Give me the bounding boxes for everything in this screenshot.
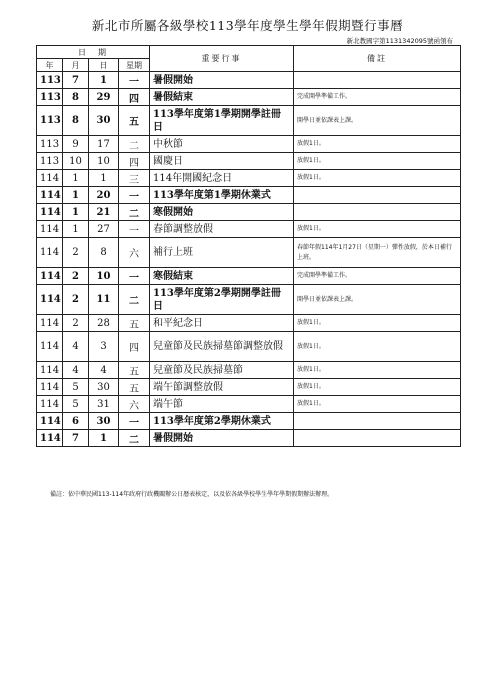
- cell-month: 7: [63, 430, 89, 447]
- table-row: [37, 430, 461, 447]
- cell-year: 114: [37, 221, 63, 238]
- cell-note: 放假1日。: [294, 315, 461, 332]
- cell-weekday: 四: [119, 153, 150, 170]
- page-title: 新北市所屬各級學校113學年度學生學年假期暨行事曆: [91, 18, 404, 33]
- cell-event: 114年開國紀念日: [150, 170, 294, 187]
- table-row: [37, 89, 461, 106]
- cell-day: 10: [89, 153, 119, 170]
- table-row: [37, 106, 461, 136]
- cell-event: 暑假開始: [150, 72, 294, 89]
- cell-note: [294, 204, 461, 221]
- cell-weekday: 二: [119, 136, 150, 153]
- cell-month: 7: [63, 72, 89, 89]
- cell-note: 放假1日。: [294, 136, 461, 153]
- cell-month: 4: [63, 332, 89, 362]
- cell-month: 6: [63, 413, 89, 430]
- cell-year: 113: [37, 106, 63, 136]
- header-event: 重要行事: [150, 46, 294, 72]
- calendar-table: [36, 45, 461, 447]
- table-row: [37, 204, 461, 221]
- header-date: 日 期: [37, 46, 150, 59]
- cell-event: 暑假結束: [150, 89, 294, 106]
- cell-event: 補行上班: [150, 238, 294, 268]
- cell-event: 和平紀念日: [150, 315, 294, 332]
- cell-day: 11: [89, 285, 119, 315]
- cell-weekday: 六: [119, 238, 150, 268]
- cell-year: 113: [37, 153, 63, 170]
- table-row: [37, 396, 461, 413]
- cell-month: 1: [63, 170, 89, 187]
- table-row: [37, 379, 461, 396]
- cell-note: [294, 72, 461, 89]
- cell-year: 114: [37, 268, 63, 285]
- cell-day: 30: [89, 106, 119, 136]
- cell-note: [294, 430, 461, 447]
- cell-year: 114: [37, 413, 63, 430]
- cell-year: 114: [37, 430, 63, 447]
- table-row: [37, 187, 461, 204]
- cell-day: 10: [89, 268, 119, 285]
- cell-day: 29: [89, 89, 119, 106]
- cell-weekday: 三: [119, 170, 150, 187]
- cell-month: 9: [63, 136, 89, 153]
- table-row: [37, 153, 461, 170]
- header-weekday: 星期: [119, 59, 150, 72]
- cell-weekday: 一: [119, 72, 150, 89]
- cell-day: 30: [89, 379, 119, 396]
- cell-month: 1: [63, 204, 89, 221]
- cell-year: 114: [37, 204, 63, 221]
- table-row: [37, 136, 461, 153]
- table-row: [37, 285, 461, 315]
- cell-month: 8: [63, 89, 89, 106]
- cell-weekday: 一: [119, 221, 150, 238]
- cell-event: 端午節調整放假: [150, 379, 294, 396]
- cell-month: 5: [63, 379, 89, 396]
- cell-weekday: 二: [119, 285, 150, 315]
- cell-note: 放假1日。: [294, 153, 461, 170]
- cell-note: 完成開學準備工作。: [294, 89, 461, 106]
- cell-note: 開學日並依課表上課。: [294, 285, 461, 315]
- cell-day: 20: [89, 187, 119, 204]
- cell-event: 暑假開始: [150, 430, 294, 447]
- cell-year: 114: [37, 396, 63, 413]
- header-month: 月: [63, 59, 89, 72]
- cell-year: 114: [37, 379, 63, 396]
- cell-year: 114: [37, 238, 63, 268]
- cell-note: 放假1日。: [294, 379, 461, 396]
- table-row: [37, 362, 461, 379]
- cell-note: 開學日並依課表上課。: [294, 106, 461, 136]
- cell-day: 31: [89, 396, 119, 413]
- cell-weekday: 四: [119, 89, 150, 106]
- cell-note: 放假1日。: [294, 170, 461, 187]
- cell-day: 27: [89, 221, 119, 238]
- cell-note: 春節年假114年1月27日（星期一）彈性放假，於本日補行上班。: [294, 238, 461, 268]
- header-notes: 備註: [294, 46, 461, 72]
- cell-month: 2: [63, 268, 89, 285]
- cell-day: 30: [89, 413, 119, 430]
- cell-day: 28: [89, 315, 119, 332]
- cell-year: 114: [37, 285, 63, 315]
- cell-month: 2: [63, 285, 89, 315]
- table-row: [37, 72, 461, 89]
- cell-weekday: 五: [119, 379, 150, 396]
- cell-event: 113學年度第1學期開學註冊日: [150, 106, 294, 136]
- cell-day: 4: [89, 362, 119, 379]
- cell-day: 1: [89, 170, 119, 187]
- cell-note: 放假1日。: [294, 396, 461, 413]
- cell-year: 113: [37, 89, 63, 106]
- cell-month: 2: [63, 238, 89, 268]
- cell-event: 113學年度第2學期休業式: [150, 413, 294, 430]
- cell-month: 1: [63, 221, 89, 238]
- cell-month: 4: [63, 362, 89, 379]
- cell-weekday: 二: [119, 204, 150, 221]
- table-row: [37, 238, 461, 268]
- cell-note: [294, 187, 461, 204]
- cell-note: 完成開學準備工作。: [294, 268, 461, 285]
- table-row: [37, 170, 461, 187]
- table-header-row: [37, 46, 461, 59]
- cell-event: 兒童節及民族掃墓節調整放假: [150, 332, 294, 362]
- cell-month: 10: [63, 153, 89, 170]
- cell-year: 113: [37, 72, 63, 89]
- cell-weekday: 五: [119, 315, 150, 332]
- cell-event: 端午節: [150, 396, 294, 413]
- cell-weekday: 五: [119, 106, 150, 136]
- cell-month: 2: [63, 315, 89, 332]
- cell-year: 113: [37, 136, 63, 153]
- cell-day: 21: [89, 204, 119, 221]
- cell-weekday: 六: [119, 396, 150, 413]
- cell-event: 寒假開始: [150, 204, 294, 221]
- header-year: 年: [37, 59, 63, 72]
- cell-weekday: 五: [119, 362, 150, 379]
- cell-day: 17: [89, 136, 119, 153]
- cell-weekday: 一: [119, 187, 150, 204]
- cell-event: 兒童節及民族掃墓節: [150, 362, 294, 379]
- cell-event: 113學年度第1學期休業式: [150, 187, 294, 204]
- cell-event: 寒假結束: [150, 268, 294, 285]
- cell-year: 114: [37, 170, 63, 187]
- table-row: [37, 268, 461, 285]
- document-number: 新北教國字第1131342095號函領布: [346, 37, 453, 45]
- table-row: [37, 332, 461, 362]
- cell-event: 國慶日: [150, 153, 294, 170]
- cell-month: 8: [63, 106, 89, 136]
- cell-day: 1: [89, 430, 119, 447]
- cell-year: 114: [37, 315, 63, 332]
- footnote: 備註：依中華民國113-114年政府行政機關辦公日曆表核定，以及依各級學校學生學年學期假期辦法辦理。: [50, 491, 334, 498]
- cell-note: 放假1日。: [294, 221, 461, 238]
- cell-month: 5: [63, 396, 89, 413]
- cell-weekday: 二: [119, 430, 150, 447]
- cell-event: 113學年度第2學期開學註冊日: [150, 285, 294, 315]
- cell-note: [294, 413, 461, 430]
- cell-event: 春節調整放假: [150, 221, 294, 238]
- cell-day: 3: [89, 332, 119, 362]
- cell-note: 放假1日。: [294, 332, 461, 362]
- cell-day: 8: [89, 238, 119, 268]
- header-day: 日: [89, 59, 119, 72]
- table-row: [37, 315, 461, 332]
- table-row: [37, 221, 461, 238]
- cell-day: 1: [89, 72, 119, 89]
- cell-event: 中秋節: [150, 136, 294, 153]
- cell-year: 114: [37, 332, 63, 362]
- cell-month: 1: [63, 187, 89, 204]
- cell-note: 放假1日。: [294, 362, 461, 379]
- table-row: [37, 413, 461, 430]
- cell-weekday: 四: [119, 332, 150, 362]
- cell-weekday: 一: [119, 268, 150, 285]
- cell-year: 114: [37, 362, 63, 379]
- cell-year: 114: [37, 187, 63, 204]
- cell-weekday: 一: [119, 413, 150, 430]
